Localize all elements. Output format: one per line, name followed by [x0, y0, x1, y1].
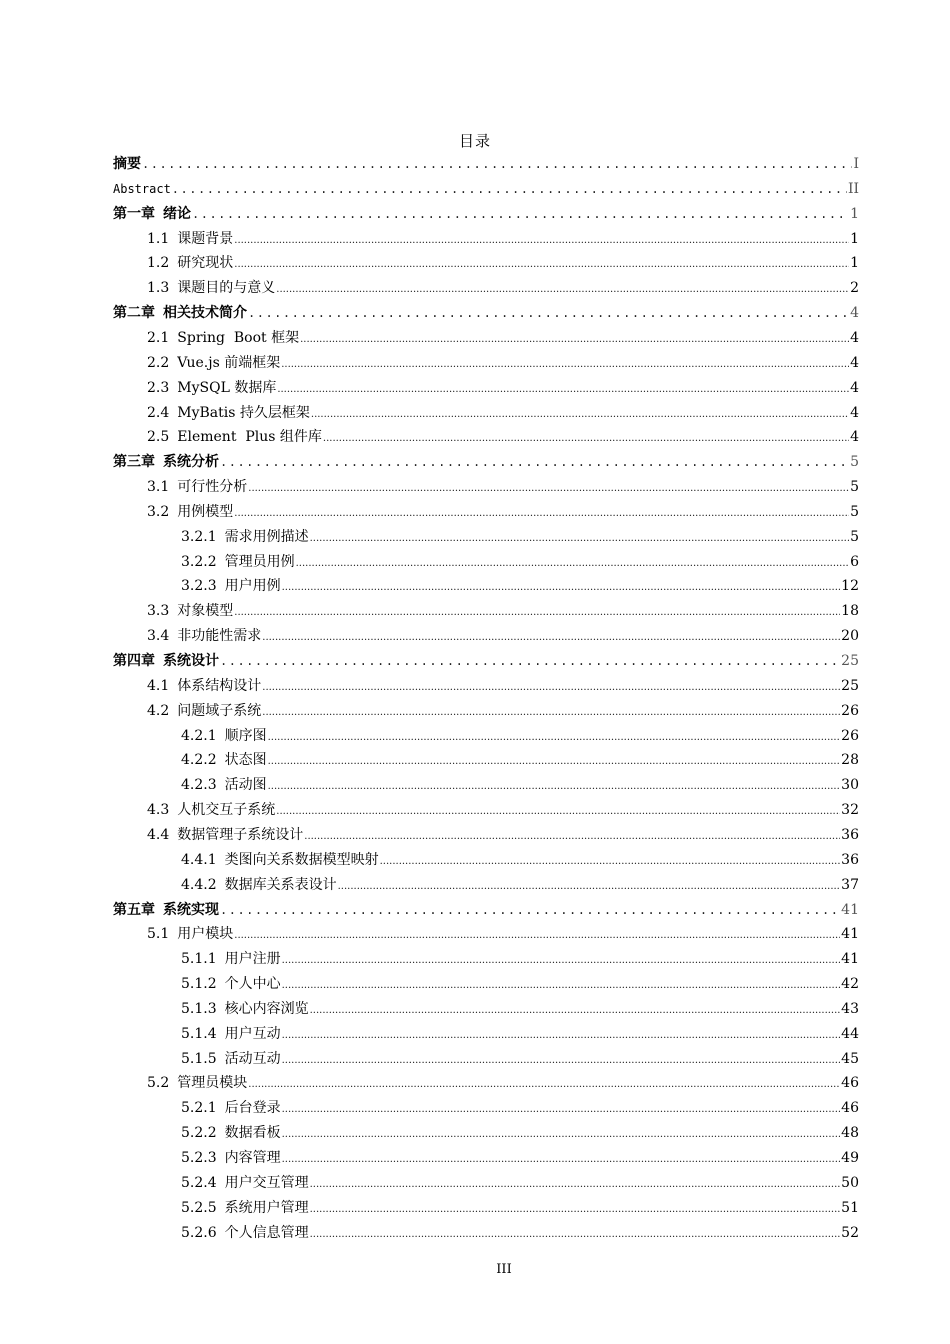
toc-entry-page: 12 [841, 578, 859, 595]
toc-entry-label [113, 899, 219, 921]
toc-dot-leader [276, 279, 849, 301]
toc-dot-leader [380, 851, 841, 873]
toc-entry-text: 可行性分析 [177, 479, 248, 496]
toc-entry-text: 内容管理 [224, 1150, 281, 1166]
toc-entry-number: 第二章 [113, 305, 155, 322]
toc-entry-number: 2.2 [147, 354, 170, 371]
toc-entry-page: 37 [841, 876, 859, 893]
toc-dot-leader [220, 451, 849, 473]
toc-dot-leader [282, 577, 841, 599]
toc-entry-number: 5.2.1 [181, 1100, 217, 1117]
toc-entry-text: 用户交互管理 [224, 1174, 309, 1191]
toc-entry-label [181, 1222, 309, 1244]
toc-entry-label [113, 451, 219, 473]
toc-dot-leader [300, 329, 849, 351]
toc-entry-page: 46 [841, 1075, 859, 1092]
toc-entry[interactable] [181, 849, 859, 871]
toc-entry[interactable] [147, 252, 859, 274]
toc-entry-page: 45 [841, 1050, 859, 1067]
toc-dot-leader [262, 627, 840, 649]
toc-entry-number: 2.4 [147, 404, 170, 421]
toc-entry[interactable] [147, 476, 859, 498]
toc-entry[interactable] [113, 302, 859, 324]
toc-entry-text: 数据库关系表设计 [224, 876, 337, 893]
toc-dot-leader [310, 1000, 841, 1022]
toc-dot-leader [142, 153, 852, 175]
toc-entry-page: 36 [841, 851, 859, 868]
toc-entry-text: 数据管理子系统设计 [177, 826, 304, 843]
toc-entry-text: 用户注册 [224, 951, 281, 968]
toc-entry[interactable] [181, 1122, 859, 1144]
toc-entry-text: 问题域子系统 [177, 702, 262, 719]
toc-dot-leader [248, 1074, 840, 1096]
toc-entry-page: 20 [841, 628, 859, 645]
toc-entry-text: 个人信息管理 [224, 1224, 309, 1241]
toc-entry-page: 25 [841, 653, 859, 669]
toc-entry-label [147, 824, 303, 846]
toc-entry-label [113, 178, 171, 200]
toc-entry-label [147, 252, 233, 274]
toc-entry-number: 2.1 [147, 329, 170, 346]
toc-entry-number: 第五章 [113, 901, 155, 918]
toc-entry-text: 对象模型 [177, 603, 234, 620]
toc-entry-label [113, 153, 141, 175]
toc-entry-label [181, 1048, 281, 1070]
toc-entry-text: 个人中心 [224, 976, 281, 993]
toc-entry-label [181, 749, 267, 771]
toc-entry-page: 41 [841, 926, 859, 943]
toc-entry-label [147, 1072, 247, 1094]
toc-dot-leader [277, 379, 849, 401]
toc-dot-leader [268, 776, 841, 798]
toc-dot-leader [234, 503, 849, 525]
toc-entry-text: 核心内容浏览 [224, 1000, 309, 1017]
toc-entry-page: 28 [841, 752, 859, 769]
toc-entry-page: 1 [850, 230, 859, 247]
toc-dot-leader [282, 975, 841, 997]
toc-entry-label [147, 625, 261, 647]
toc-entry-page: 44 [841, 1025, 859, 1042]
toc-entry-text: Spring Boot 框架 [177, 329, 300, 346]
toc-dot-leader [192, 203, 849, 225]
toc-entry-text: 用户模块 [177, 926, 234, 943]
toc-entry-page: 26 [841, 702, 859, 719]
toc-entry-label [181, 973, 281, 995]
toc-dot-leader [304, 826, 840, 848]
toc-entry-number: 4.4 [147, 826, 170, 843]
toc-entry-label [147, 426, 322, 448]
toc-dot-leader [276, 801, 840, 823]
toc-entry-label [181, 1147, 281, 1169]
toc-entry-page: 4 [850, 404, 859, 421]
toc-entry[interactable] [113, 899, 859, 921]
toc-entry-page: 49 [841, 1150, 859, 1166]
toc-entry-label [181, 1097, 281, 1119]
toc-entry[interactable] [181, 1048, 859, 1070]
toc-entry-text: Vue.js 前端框架 [177, 354, 281, 371]
toc-entry[interactable] [147, 600, 859, 622]
toc-entry-page: 48 [841, 1125, 859, 1142]
toc-entry-number: 3.2 [147, 503, 170, 520]
toc-entry[interactable] [147, 402, 859, 424]
toc-entry[interactable] [113, 650, 859, 672]
toc-entry-label [147, 377, 276, 399]
toc-dot-leader [248, 302, 849, 324]
toc-entry-text: MySQL 数据库 [177, 379, 277, 396]
toc-entry-number: 5.2.3 [181, 1150, 217, 1166]
toc-entry-label [181, 849, 379, 871]
toc-dot-leader [311, 404, 849, 426]
toc-entry-text: 相关技术简介 [163, 305, 247, 322]
toc-entry-text: 摘要 [113, 156, 141, 172]
toc-entry-label [147, 501, 233, 523]
toc-entry-number: 3.2.3 [181, 578, 217, 595]
toc-entry-text: Abstract [113, 181, 171, 196]
toc-entry-page: 46 [841, 1100, 859, 1117]
toc-entry-label [181, 948, 281, 970]
toc-entry-page: 18 [841, 603, 859, 620]
toc-entry-number: 1.2 [147, 255, 170, 272]
toc-entry[interactable] [181, 948, 859, 970]
toc-entry-text: Element Plus 组件库 [177, 429, 322, 446]
toc-entry-page: 5 [850, 454, 859, 471]
toc-entry-label [181, 874, 337, 896]
toc-entry[interactable] [181, 998, 859, 1020]
toc-entry[interactable] [147, 700, 859, 722]
toc-entry-text: 体系结构设计 [177, 677, 262, 694]
toc-entry-page: 6 [850, 553, 859, 570]
toc-entry-text: 用例模型 [177, 503, 234, 520]
toc-entry-label [113, 302, 247, 324]
toc-entry-label [181, 526, 309, 548]
toc-entry[interactable] [147, 1072, 859, 1094]
toc-entry[interactable] [181, 725, 859, 747]
toc-entry-label [181, 575, 281, 597]
toc-entry-number: 5.1.4 [181, 1025, 217, 1042]
toc-entry-number: 4.2.1 [181, 727, 217, 744]
toc-entry-page: 4 [850, 305, 859, 322]
toc-entry-number: 5.1.3 [181, 1000, 217, 1017]
toc-entry[interactable] [181, 526, 859, 548]
toc-entry[interactable] [181, 774, 859, 796]
toc-dot-leader [282, 1149, 841, 1171]
toc-entry-label [147, 923, 233, 945]
toc-entry-number: 2.5 [147, 429, 170, 446]
toc-entry-label [181, 998, 309, 1020]
toc-entry-text: 顺序图 [224, 727, 267, 744]
toc-entry[interactable] [181, 1172, 859, 1194]
toc-entry-page: 51 [841, 1199, 859, 1216]
toc-entry[interactable] [181, 1097, 859, 1119]
toc-dot-leader [310, 1174, 841, 1196]
toc-entry-number: 5.2.2 [181, 1125, 217, 1142]
toc-entry-number: 3.2.1 [181, 528, 217, 545]
toc-entry-text: 活动图 [224, 777, 267, 794]
toc-entry-number: 5.2.6 [181, 1224, 217, 1241]
toc-entry-number: 4.2.2 [181, 752, 217, 769]
toc-entry[interactable] [181, 874, 859, 896]
toc-entry-number: 1.1 [147, 230, 170, 247]
toc-entry-label [181, 1172, 309, 1194]
toc-entry-text: 研究现状 [177, 255, 234, 272]
toc-entry[interactable] [147, 799, 859, 821]
toc-entry-number: 5.2 [147, 1075, 170, 1092]
toc-entry-page: 5 [850, 528, 859, 545]
toc-entry[interactable] [147, 675, 859, 697]
toc-entry[interactable] [113, 451, 859, 473]
toc-entry-number: 4.1 [147, 677, 170, 694]
toc-entry-page: 1 [850, 205, 859, 222]
toc-entry[interactable] [181, 1197, 859, 1219]
toc-entry-number: 第四章 [113, 653, 155, 669]
toc-entry[interactable] [147, 625, 859, 647]
toc-entry-number: 5.1 [147, 926, 170, 943]
toc-entry-page: 30 [841, 777, 859, 794]
toc-entry-page: 32 [841, 802, 859, 819]
toc-entry-number: 4.4.2 [181, 876, 217, 893]
toc-dot-leader [282, 1050, 841, 1072]
toc-entry-text: 非功能性需求 [177, 628, 262, 645]
toc-entry[interactable] [147, 824, 859, 846]
toc-entry[interactable] [181, 1147, 859, 1169]
toc-dot-leader [282, 1099, 841, 1121]
page-number-footer: III [496, 1262, 512, 1277]
toc-dot-leader [268, 751, 841, 773]
toc-entry[interactable] [181, 551, 859, 573]
toc-entry-label [113, 650, 219, 672]
toc-entry-text: 课题目的与意义 [177, 280, 276, 297]
toc-entry-number: 5.2.5 [181, 1199, 217, 1216]
toc-dot-leader [172, 178, 847, 200]
toc-entry-number: 3.3 [147, 603, 170, 620]
toc-entry[interactable] [147, 501, 859, 523]
toc-entry[interactable] [181, 1023, 859, 1045]
toc-entry-page: 42 [841, 976, 859, 993]
toc-entry-label [181, 774, 267, 796]
toc-entry-label [113, 203, 191, 225]
toc-entry-number: 4.2.3 [181, 777, 217, 794]
toc-entry[interactable] [113, 153, 859, 175]
toc-entry-number: 4.4.1 [181, 851, 217, 868]
toc-entry[interactable] [147, 426, 859, 448]
toc-entry-number: 5.2.4 [181, 1174, 217, 1191]
toc-entry-number: 第一章 [113, 205, 155, 222]
toc-entry[interactable] [181, 575, 859, 597]
toc-dot-leader [262, 702, 840, 724]
toc-entry-page: 25 [841, 677, 859, 694]
toc-entry-text: 状态图 [224, 752, 267, 769]
toc-entry-page: 41 [841, 951, 859, 968]
toc-entry[interactable] [147, 327, 859, 349]
toc-dot-leader [234, 254, 849, 276]
toc-entry-label [147, 352, 280, 374]
toc-entry-page: 4 [850, 354, 859, 371]
toc-entry-text: 绪论 [163, 205, 191, 222]
toc-entry-number: 5.1.1 [181, 951, 217, 968]
toc-entry-label [181, 1023, 281, 1045]
toc-dot-leader [323, 428, 849, 450]
toc-entry-text: 类图向关系数据模型映射 [224, 851, 379, 868]
toc-dot-leader [248, 478, 849, 500]
toc-entry-label [147, 700, 261, 722]
toc-entry-text: 系统用户管理 [224, 1199, 309, 1216]
toc-entry-label [147, 277, 275, 299]
toc-entry-page: 52 [841, 1224, 859, 1241]
toc-entry-page: 5 [850, 503, 859, 520]
toc-entry-page: 43 [841, 1000, 859, 1017]
toc-entry-page: 26 [841, 727, 859, 744]
toc-entry-page: 4 [850, 429, 859, 446]
toc-dot-leader [268, 727, 841, 749]
toc-entry[interactable] [113, 178, 859, 200]
toc-dot-leader [310, 1224, 841, 1246]
toc-entry-text: 数据看板 [224, 1125, 281, 1142]
toc-dot-leader [310, 528, 849, 550]
toc-entry-label [181, 1197, 309, 1219]
toc-entry-number: 4.3 [147, 802, 170, 819]
toc-dot-leader [282, 950, 841, 972]
toc-entry[interactable] [181, 1222, 859, 1244]
toc-entry-number: 5.1.2 [181, 976, 217, 993]
toc-entry-page: 50 [841, 1174, 859, 1191]
toc-entry-label [147, 675, 261, 697]
toc-entry-text: 人机交互子系统 [177, 802, 276, 819]
toc-dot-leader [220, 650, 840, 672]
toc-entry-page: 1 [850, 255, 859, 272]
toc-entry-label [147, 476, 247, 498]
toc-dot-leader [282, 1124, 841, 1146]
toc-entry-number: 3.1 [147, 479, 170, 496]
toc-entry-text: 管理员用例 [224, 553, 295, 570]
toc-entry-label [147, 600, 233, 622]
toc-entry-number: 3.2.2 [181, 553, 217, 570]
toc-entry-page: 2 [850, 280, 859, 297]
toc-entry-page: I [853, 156, 859, 172]
toc-entry-text: MyBatis 持久层框架 [177, 404, 310, 421]
toc-entry-page: 36 [841, 826, 859, 843]
toc-dot-leader [296, 553, 849, 575]
toc-entry-label [147, 327, 299, 349]
toc-entry-text: 管理员模块 [177, 1075, 248, 1092]
toc-entry-text: 系统实现 [163, 901, 219, 918]
toc-entry[interactable] [181, 749, 859, 771]
toc-entry-label [147, 402, 310, 424]
toc-dot-leader [234, 602, 840, 624]
toc-entry-label [181, 1122, 281, 1144]
toc-entry-text: 用户用例 [224, 578, 281, 595]
toc-entry[interactable] [181, 973, 859, 995]
toc-entry[interactable] [113, 203, 859, 225]
toc-entry[interactable] [147, 352, 859, 374]
toc-entry-text: 后台登录 [224, 1100, 281, 1117]
toc-entry[interactable] [147, 277, 859, 299]
toc-dot-leader [234, 925, 840, 947]
toc-dot-leader [234, 230, 849, 252]
toc-entry-text: 用户互动 [224, 1025, 281, 1042]
toc-entry-label [147, 799, 275, 821]
toc-entry-number: 第三章 [113, 454, 155, 471]
toc-entry-text: 课题背景 [177, 230, 234, 247]
toc-dot-leader [338, 876, 841, 898]
toc-entry-text: 系统设计 [163, 653, 219, 669]
toc-dot-leader [220, 899, 840, 921]
toc-entry-number: 2.3 [147, 379, 170, 396]
toc-entry-number: 3.4 [147, 628, 170, 645]
toc-entry-text: 活动互动 [224, 1050, 281, 1067]
toc-entry-number: 4.2 [147, 702, 170, 719]
toc-entry-number: 1.3 [147, 280, 170, 297]
toc-entry-label [181, 725, 267, 747]
toc-entry-page: 4 [850, 329, 859, 346]
toc-entry[interactable] [147, 923, 859, 945]
toc-entry[interactable] [147, 377, 859, 399]
toc-entry-page: II [847, 180, 859, 197]
toc-dot-leader [282, 1025, 841, 1047]
toc-dot-leader [262, 677, 840, 699]
toc-entry[interactable] [147, 228, 859, 250]
toc-dot-leader [310, 1199, 841, 1221]
toc-entry-text: 系统分析 [163, 454, 219, 471]
toc-entry-page: 41 [841, 901, 859, 918]
toc-entry-page: 4 [850, 379, 859, 396]
toc-entry-number: 5.1.5 [181, 1050, 217, 1067]
toc-entry-label [181, 551, 295, 573]
toc-entry-label [147, 228, 233, 250]
toc-entry-page: 5 [850, 479, 859, 496]
toc-dot-leader [281, 354, 849, 376]
toc-entry-text: 需求用例描述 [224, 528, 309, 545]
toc-title: 目录 [458, 132, 491, 150]
